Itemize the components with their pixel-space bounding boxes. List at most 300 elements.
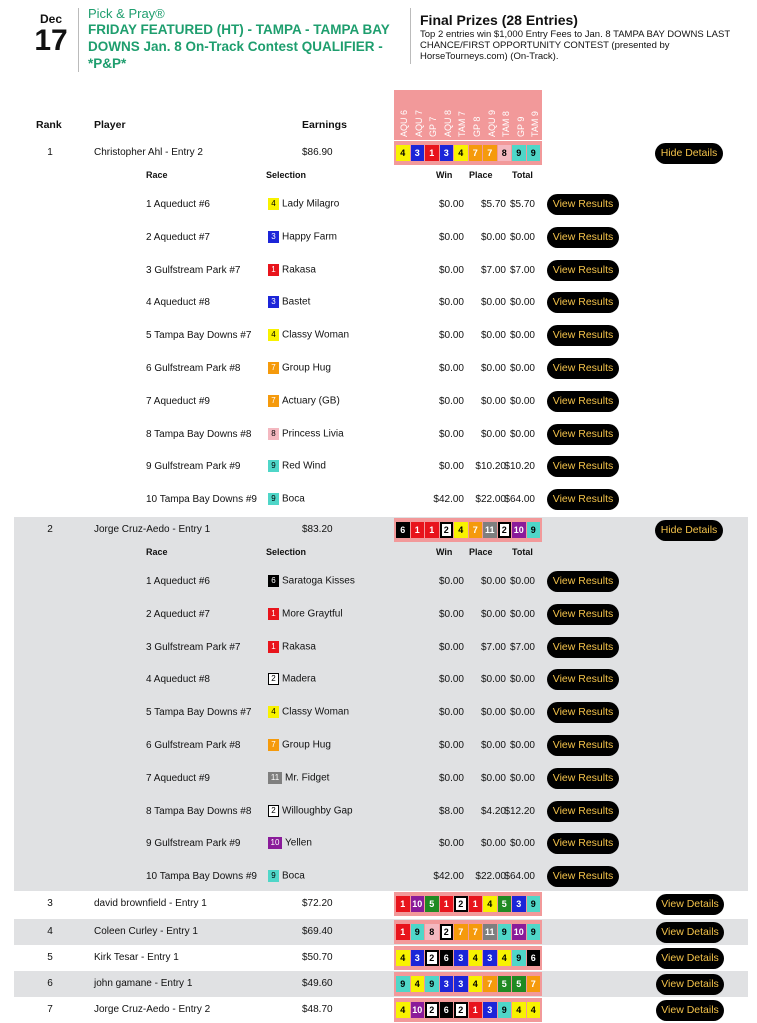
selection-number-chip: 7 bbox=[268, 362, 279, 374]
detail-win: $0.00 bbox=[438, 608, 464, 620]
view-results-button[interactable]: View Results bbox=[547, 866, 619, 887]
race-label-text: GP 7 bbox=[428, 116, 439, 137]
selection-number-chip: 2 bbox=[268, 673, 279, 685]
pick-chips bbox=[394, 998, 542, 1022]
race-label bbox=[513, 91, 528, 137]
pick-chip: 2 bbox=[498, 522, 512, 538]
detail-win: $0.00 bbox=[438, 264, 464, 276]
horse-name: More Graytful bbox=[282, 608, 343, 620]
view-results-button[interactable]: View Results bbox=[547, 702, 619, 723]
selection-number-chip: 7 bbox=[268, 739, 279, 751]
pick-chip: 3 bbox=[454, 976, 468, 992]
contest-header bbox=[0, 0, 757, 80]
pick-chip: 4 bbox=[469, 950, 483, 966]
detail-place: $0.00 bbox=[480, 363, 506, 374]
pick-chip: 5 bbox=[512, 976, 526, 992]
pick-chip: 3 bbox=[454, 950, 468, 966]
detail-place: $7.00 bbox=[480, 641, 506, 653]
pick-chip: 3 bbox=[440, 145, 454, 161]
detail-total: $0.00 bbox=[509, 838, 535, 850]
detail-place: $5.70 bbox=[480, 199, 506, 210]
selection-number-chip: 9 bbox=[268, 460, 279, 472]
pick-chip: 7 bbox=[469, 522, 483, 538]
selection-number-chip: 7 bbox=[268, 395, 279, 407]
selection-number-chip: 9 bbox=[268, 493, 279, 505]
race-label bbox=[411, 91, 426, 137]
pick-chip: 4 bbox=[483, 896, 497, 912]
horse-name: Group Hug bbox=[282, 739, 331, 751]
detail-place: $0.00 bbox=[480, 231, 506, 243]
detail-header-selection: Selection bbox=[266, 170, 307, 180]
earnings-value: $83.20 bbox=[302, 524, 333, 535]
leaderboard-row bbox=[14, 997, 748, 1023]
detail-place: $0.00 bbox=[480, 576, 506, 587]
detail-header-place: Place bbox=[469, 547, 493, 557]
detail-race: 4 Aqueduct #8 bbox=[146, 674, 210, 686]
detail-win: $0.00 bbox=[438, 231, 464, 243]
pick-chip: 4 bbox=[396, 145, 410, 161]
pick-chip: 9 bbox=[396, 976, 410, 992]
pick-chip: 9 bbox=[527, 924, 541, 940]
pick-chip: 4 bbox=[454, 145, 468, 161]
detail-total: $10.20 bbox=[504, 461, 535, 473]
detail-header-win: Win bbox=[436, 170, 453, 180]
view-results-button[interactable]: View Results bbox=[547, 637, 619, 658]
detail-race: 4 Aqueduct #8 bbox=[146, 297, 210, 309]
pick-chip: 7 bbox=[527, 976, 541, 992]
prizes-block bbox=[420, 12, 740, 62]
player-name: david brownfield - Entry 1 bbox=[94, 898, 207, 909]
race-column-headers bbox=[394, 90, 542, 140]
detail-place: $0.00 bbox=[480, 674, 506, 686]
selection-number-chip: 4 bbox=[268, 706, 279, 718]
view-results-button[interactable]: View Results bbox=[547, 325, 619, 346]
race-label bbox=[484, 91, 499, 137]
detail-win: $0.00 bbox=[438, 199, 464, 210]
leaderboard-row bbox=[14, 945, 748, 971]
detail-place: $0.00 bbox=[480, 608, 506, 620]
view-results-button[interactable]: View Results bbox=[547, 489, 619, 510]
player-name: Coleen Curley - Entry 1 bbox=[94, 926, 198, 937]
race-label bbox=[498, 91, 513, 137]
pick-chip: 3 bbox=[512, 896, 526, 912]
detail-total: $0.00 bbox=[509, 772, 535, 784]
detail-selection bbox=[268, 264, 316, 276]
pick-chip: 10 bbox=[411, 896, 425, 912]
view-results-button[interactable]: View Results bbox=[547, 227, 619, 248]
detail-race: 7 Aqueduct #9 bbox=[146, 395, 210, 407]
rank-column-header: Rank bbox=[36, 119, 62, 131]
rank-value: 4 bbox=[47, 926, 53, 937]
detail-race: 1 Aqueduct #6 bbox=[146, 576, 210, 587]
pick-chip: 6 bbox=[440, 950, 454, 966]
pick-chip: 4 bbox=[469, 976, 483, 992]
leaderboard-row bbox=[14, 140, 748, 517]
detail-selection bbox=[268, 805, 353, 817]
pick-chip: 10 bbox=[512, 522, 526, 538]
view-results-button[interactable]: View Results bbox=[547, 424, 619, 445]
race-label bbox=[527, 91, 542, 137]
contest-title-block bbox=[88, 6, 398, 72]
pick-chip: 1 bbox=[469, 1002, 483, 1018]
detail-total: $7.00 bbox=[509, 264, 535, 276]
detail-selection bbox=[268, 575, 355, 587]
horse-name: Classy Woman bbox=[282, 706, 350, 718]
pick-chip: 9 bbox=[527, 896, 541, 912]
detail-selection bbox=[268, 641, 316, 653]
detail-total: $0.00 bbox=[509, 707, 535, 719]
detail-place: $0.00 bbox=[480, 707, 506, 719]
pick-chips bbox=[394, 920, 542, 944]
view-results-button[interactable]: View Results bbox=[547, 735, 619, 756]
detail-race: 5 Tampa Bay Downs #7 bbox=[146, 707, 252, 719]
detail-total: $12.20 bbox=[504, 805, 535, 817]
player-column-header: Player bbox=[94, 119, 126, 131]
pick-chip: 5 bbox=[498, 976, 512, 992]
detail-place: $0.00 bbox=[480, 330, 506, 342]
rank-value: 7 bbox=[47, 1004, 53, 1015]
pick-chip: 9 bbox=[411, 924, 425, 940]
detail-total: $0.00 bbox=[509, 395, 535, 407]
earnings-column-header: Earnings bbox=[302, 119, 347, 131]
pick-chips bbox=[394, 518, 542, 542]
selection-number-chip: 11 bbox=[268, 772, 282, 784]
pick-chip: 2 bbox=[425, 1002, 439, 1018]
horse-name: Bastet bbox=[282, 297, 311, 309]
header-divider-2 bbox=[410, 8, 411, 64]
detail-place: $22.00 bbox=[475, 871, 506, 883]
leaderboard-row bbox=[14, 971, 748, 997]
pick-chip: 7 bbox=[483, 145, 497, 161]
pick-chip: 6 bbox=[440, 1002, 454, 1018]
pick-chip: 4 bbox=[527, 1002, 541, 1018]
race-label-text: GP 8 bbox=[472, 116, 482, 137]
detail-selection bbox=[268, 837, 312, 849]
pick-chip: 9 bbox=[498, 1002, 512, 1018]
horse-name: Boca bbox=[282, 493, 305, 505]
detail-win: $0.00 bbox=[438, 576, 464, 587]
horse-name: Mr. Fidget bbox=[285, 772, 330, 784]
pick-chip: 1 bbox=[469, 896, 483, 912]
race-label-text: AQU 7 bbox=[413, 109, 424, 137]
pick-chip: 7 bbox=[454, 924, 468, 940]
detail-place: $22.00 bbox=[475, 494, 506, 506]
view-details-button[interactable]: View Details bbox=[656, 922, 724, 943]
detail-total: $0.00 bbox=[509, 740, 535, 751]
pick-chip: 2 bbox=[454, 896, 468, 912]
horse-name: Princess Livia bbox=[282, 428, 344, 440]
date-month: Dec bbox=[39, 12, 62, 26]
pick-chip: 10 bbox=[512, 924, 526, 940]
date-day: 17 bbox=[34, 24, 68, 57]
race-label-text: AQU 9 bbox=[486, 109, 497, 137]
pick-chip: 8 bbox=[425, 924, 439, 940]
detail-total: $0.00 bbox=[509, 428, 535, 440]
detail-place: $7.00 bbox=[480, 264, 506, 276]
selection-number-chip: 3 bbox=[268, 296, 279, 308]
horse-name: Saratoga Kisses bbox=[282, 575, 355, 587]
detail-total: $64.00 bbox=[504, 871, 535, 883]
player-name: Christopher Ahl - Entry 2 bbox=[94, 147, 203, 158]
detail-selection bbox=[268, 772, 329, 784]
detail-total: $0.00 bbox=[509, 297, 535, 309]
view-results-button[interactable]: View Results bbox=[547, 391, 619, 412]
contest-subtitle: Pick & Pray® bbox=[88, 6, 165, 21]
view-details-button[interactable]: View Details bbox=[656, 894, 724, 915]
horse-name: Willoughby Gap bbox=[282, 805, 353, 817]
detail-win: $0.00 bbox=[438, 428, 464, 440]
detail-win: $0.00 bbox=[438, 641, 464, 653]
pick-chip: 11 bbox=[483, 924, 497, 940]
view-results-button[interactable]: View Results bbox=[547, 194, 619, 215]
leaderboard-row bbox=[14, 919, 748, 945]
detail-win: $0.00 bbox=[438, 707, 464, 719]
detail-selection bbox=[268, 608, 343, 620]
pick-chip: 1 bbox=[396, 896, 410, 912]
pick-chip: 3 bbox=[483, 1002, 497, 1018]
view-details-button[interactable]: View Details bbox=[656, 948, 724, 969]
detail-header-total: Total bbox=[512, 170, 533, 180]
race-label-text: TAM 7 bbox=[457, 111, 468, 137]
selection-number-chip: 1 bbox=[268, 608, 279, 620]
detail-total: $64.00 bbox=[504, 494, 535, 506]
horse-name: Lady Milagro bbox=[282, 198, 340, 210]
detail-place: $0.00 bbox=[480, 740, 506, 751]
rank-value: 1 bbox=[47, 147, 53, 158]
pick-chip: 1 bbox=[425, 145, 439, 161]
race-label-text: TAM 9 bbox=[530, 111, 541, 137]
detail-win: $0.00 bbox=[438, 330, 464, 342]
detail-place: $10.20 bbox=[475, 461, 506, 473]
earnings-value: $69.40 bbox=[302, 926, 333, 937]
detail-place: $0.00 bbox=[480, 297, 506, 309]
race-label bbox=[469, 91, 484, 137]
header-divider bbox=[78, 8, 79, 72]
pick-chip: 11 bbox=[483, 522, 497, 538]
view-results-button[interactable]: View Results bbox=[547, 801, 619, 822]
leaderboard-row bbox=[14, 517, 748, 891]
detail-total: $0.00 bbox=[509, 674, 535, 686]
pick-chip: 4 bbox=[396, 950, 410, 966]
pick-chip: 9 bbox=[527, 145, 541, 161]
pick-chip: 9 bbox=[498, 924, 512, 940]
rank-value: 5 bbox=[47, 952, 53, 963]
detail-selection bbox=[268, 198, 339, 210]
pick-chip: 1 bbox=[425, 522, 439, 538]
race-label bbox=[440, 91, 455, 137]
race-label-text: AQU 8 bbox=[442, 109, 453, 137]
pick-chip: 1 bbox=[411, 522, 425, 538]
detail-race: 1 Aqueduct #6 bbox=[146, 199, 210, 210]
detail-race: 3 Gulfstream Park #7 bbox=[146, 264, 241, 276]
earnings-value: $48.70 bbox=[302, 1004, 333, 1015]
pick-chip: 6 bbox=[527, 950, 541, 966]
pick-chip: 4 bbox=[396, 1002, 410, 1018]
detail-selection bbox=[268, 296, 310, 308]
selection-number-chip: 10 bbox=[268, 837, 282, 849]
pick-chip: 4 bbox=[498, 950, 512, 966]
detail-selection bbox=[268, 362, 331, 374]
pick-chip: 4 bbox=[411, 976, 425, 992]
detail-race: 8 Tampa Bay Downs #8 bbox=[146, 805, 252, 817]
player-name: Kirk Tesar - Entry 1 bbox=[94, 952, 179, 963]
detail-total: $5.70 bbox=[509, 199, 535, 210]
view-details-button[interactable]: View Details bbox=[656, 974, 724, 995]
earnings-value: $72.20 bbox=[302, 898, 333, 909]
horse-name: Happy Farm bbox=[282, 231, 338, 243]
view-results-button[interactable]: View Results bbox=[547, 358, 619, 379]
detail-selection bbox=[268, 231, 337, 243]
pick-chip: 3 bbox=[411, 145, 425, 161]
view-results-button[interactable]: View Results bbox=[547, 833, 619, 854]
race-label-text: GP 9 bbox=[515, 116, 526, 137]
detail-selection bbox=[268, 329, 349, 341]
detail-race: 3 Gulfstream Park #7 bbox=[146, 641, 241, 653]
view-results-button[interactable]: View Results bbox=[547, 456, 619, 477]
detail-place: $0.00 bbox=[480, 395, 506, 407]
pick-chip: 6 bbox=[396, 522, 410, 538]
detail-win: $0.00 bbox=[438, 461, 464, 473]
race-label bbox=[454, 91, 469, 137]
pick-chips bbox=[394, 892, 542, 916]
race-label-text: AQU 6 bbox=[399, 109, 409, 137]
pick-chip: 9 bbox=[425, 976, 439, 992]
race-label-text: TAM 8 bbox=[501, 111, 512, 137]
view-details-button[interactable]: View Details bbox=[656, 1000, 724, 1021]
race-label bbox=[425, 91, 440, 137]
pick-chip: 5 bbox=[498, 896, 512, 912]
pick-chip: 9 bbox=[527, 522, 541, 538]
detail-race: 9 Gulfstream Park #9 bbox=[146, 461, 241, 473]
detail-header-selection: Selection bbox=[266, 547, 307, 557]
rank-value: 2 bbox=[47, 524, 53, 535]
detail-selection bbox=[268, 870, 305, 882]
horse-name: Yellen bbox=[285, 838, 312, 850]
detail-header-win: Win bbox=[436, 547, 453, 557]
detail-place: $0.00 bbox=[480, 428, 506, 440]
detail-selection bbox=[268, 673, 316, 685]
pick-chip: 7 bbox=[469, 924, 483, 940]
pick-chip: 10 bbox=[411, 1002, 425, 1018]
view-results-button[interactable]: View Results bbox=[547, 669, 619, 690]
pick-chip: 9 bbox=[512, 145, 526, 161]
horse-name: Red Wind bbox=[282, 461, 326, 473]
detail-race: 6 Gulfstream Park #8 bbox=[146, 740, 241, 751]
pick-chip: 9 bbox=[512, 950, 526, 966]
earnings-value: $86.90 bbox=[302, 147, 333, 158]
player-name: Jorge Cruz-Aedo - Entry 2 bbox=[94, 1004, 211, 1015]
pick-chip: 4 bbox=[512, 1002, 526, 1018]
detail-total: $0.00 bbox=[509, 231, 535, 243]
detail-place: $4.20 bbox=[480, 805, 506, 817]
detail-race: 2 Aqueduct #7 bbox=[146, 608, 210, 620]
view-results-button[interactable]: View Results bbox=[547, 768, 619, 789]
earnings-value: $49.60 bbox=[302, 978, 333, 989]
race-label bbox=[396, 91, 411, 137]
detail-win: $8.00 bbox=[438, 805, 464, 817]
detail-race: 7 Aqueduct #9 bbox=[146, 772, 210, 784]
pick-chip: 2 bbox=[440, 522, 454, 538]
pick-chip: 2 bbox=[454, 1002, 468, 1018]
horse-name: Boca bbox=[282, 870, 305, 882]
pick-chips bbox=[394, 946, 542, 970]
pick-chips bbox=[394, 141, 542, 165]
horse-name: Group Hug bbox=[282, 362, 331, 374]
rank-value: 6 bbox=[47, 978, 53, 989]
detail-win: $0.00 bbox=[438, 772, 464, 784]
pick-chip: 3 bbox=[483, 950, 497, 966]
view-results-button[interactable]: View Results bbox=[547, 292, 619, 313]
view-results-button[interactable]: View Results bbox=[547, 260, 619, 281]
detail-race: 8 Tampa Bay Downs #8 bbox=[146, 428, 252, 440]
prizes-description: Top 2 entries win $1,000 Entry Fees to Jan. 8 TAMPA BAY DOWNS LAST CHANCE/FIRST OPPORTUNITY CONTEST (presented by HorseTourneys.com) (On-Track). bbox=[420, 29, 730, 62]
detail-win: $0.00 bbox=[438, 363, 464, 374]
horse-name: Madera bbox=[282, 674, 316, 686]
detail-header-place: Place bbox=[469, 170, 493, 180]
contest-title: FRIDAY FEATURED (HT) - TAMPA - TAMPA BAY DOWNS Jan. 8 On-Track Contest QUALIFIER - *P&P* bbox=[88, 22, 390, 71]
detail-race: 5 Tampa Bay Downs #7 bbox=[146, 330, 252, 342]
pick-chip: 1 bbox=[440, 896, 454, 912]
pick-chip: 8 bbox=[498, 145, 512, 161]
hide-details-button[interactable]: Hide Details bbox=[655, 520, 723, 541]
detail-race: 9 Gulfstream Park #9 bbox=[146, 838, 241, 850]
detail-win: $0.00 bbox=[438, 838, 464, 850]
contest-date bbox=[28, 12, 74, 56]
pick-chip: 2 bbox=[440, 924, 454, 940]
hide-details-button[interactable]: Hide Details bbox=[655, 143, 723, 164]
selection-number-chip: 1 bbox=[268, 264, 279, 276]
pick-chip: 3 bbox=[411, 950, 425, 966]
view-results-button[interactable]: View Results bbox=[547, 571, 619, 592]
detail-header-total: Total bbox=[512, 547, 533, 557]
player-name: Jorge Cruz-Aedo - Entry 1 bbox=[94, 524, 211, 535]
horse-name: Actuary (GB) bbox=[282, 395, 340, 407]
pick-chip: 7 bbox=[469, 145, 483, 161]
detail-total: $0.00 bbox=[509, 608, 535, 620]
pick-chip: 3 bbox=[440, 976, 454, 992]
view-results-button[interactable]: View Results bbox=[547, 604, 619, 625]
detail-total: $7.00 bbox=[509, 641, 535, 653]
detail-win: $42.00 bbox=[433, 871, 464, 883]
prizes-title: Final Prizes (28 Entries) bbox=[420, 12, 578, 28]
detail-win: $0.00 bbox=[438, 674, 464, 686]
detail-header-race: Race bbox=[146, 170, 168, 180]
detail-header-race: Race bbox=[146, 547, 168, 557]
detail-win: $42.00 bbox=[433, 494, 464, 506]
selection-number-chip: 1 bbox=[268, 641, 279, 653]
detail-race: 2 Aqueduct #7 bbox=[146, 231, 210, 243]
earnings-value: $50.70 bbox=[302, 952, 333, 963]
pick-chip: 7 bbox=[483, 976, 497, 992]
detail-win: $0.00 bbox=[438, 740, 464, 751]
selection-number-chip: 2 bbox=[268, 805, 279, 817]
selection-number-chip: 4 bbox=[268, 329, 279, 341]
selection-number-chip: 4 bbox=[268, 198, 279, 210]
detail-place: $0.00 bbox=[480, 772, 506, 784]
detail-selection bbox=[268, 706, 349, 718]
horse-name: Classy Woman bbox=[282, 329, 350, 341]
detail-selection bbox=[268, 395, 340, 407]
pick-chip: 1 bbox=[396, 924, 410, 940]
detail-race: 6 Gulfstream Park #8 bbox=[146, 363, 241, 374]
detail-place: $0.00 bbox=[480, 838, 506, 850]
selection-number-chip: 8 bbox=[268, 428, 279, 440]
detail-total: $0.00 bbox=[509, 363, 535, 374]
detail-race: 10 Tampa Bay Downs #9 bbox=[146, 494, 257, 506]
selection-number-chip: 6 bbox=[268, 575, 279, 587]
horse-name: Rakasa bbox=[282, 264, 316, 276]
pick-chip: 5 bbox=[425, 896, 439, 912]
